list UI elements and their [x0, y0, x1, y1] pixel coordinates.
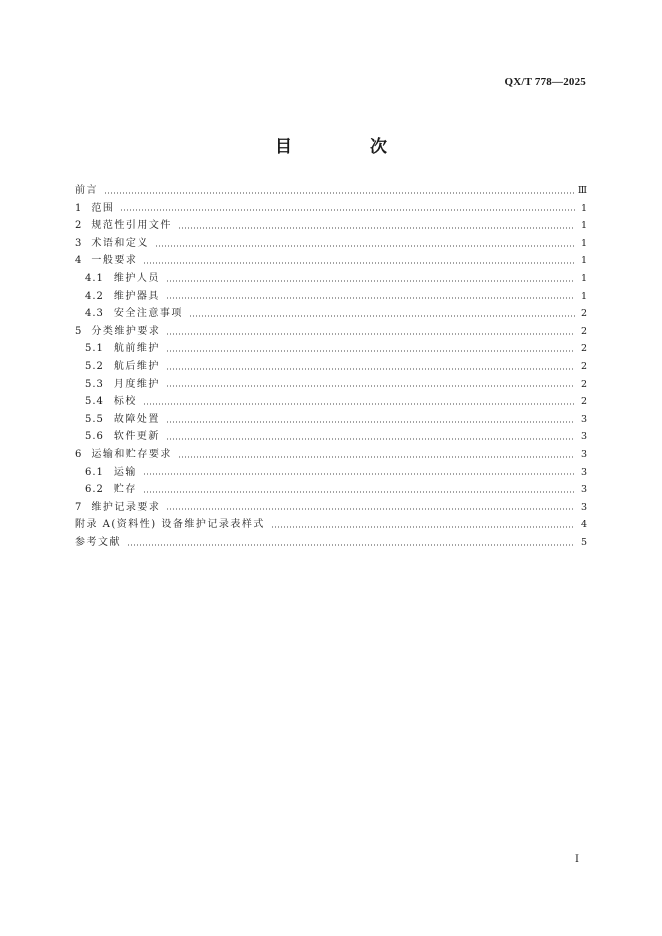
- toc-entry[interactable]: [75, 463, 587, 481]
- toc-entry[interactable]: [75, 427, 587, 445]
- toc-entry-number: 6: [75, 448, 83, 460]
- toc-entry-title: 一般要求: [91, 255, 138, 267]
- toc-entry-page: 1: [580, 272, 587, 284]
- toc-entry-title: 范围: [91, 202, 115, 214]
- toc-entry-title: 术语和定义: [91, 237, 149, 249]
- dot-leader: [166, 297, 575, 299]
- toc-entry-number: 5.1: [85, 343, 104, 355]
- toc-entry-title: 软件更新: [113, 431, 160, 443]
- toc-entry[interactable]: [75, 515, 587, 533]
- toc-entry-number: 4: [75, 255, 83, 267]
- toc-entry-title: 月度维护: [113, 378, 160, 390]
- toc-entry-number: 4.1: [85, 272, 104, 284]
- dot-leader: [104, 192, 574, 194]
- toc-entry[interactable]: [75, 269, 587, 287]
- toc-entry-number: 4.2: [85, 290, 104, 302]
- toc-entry[interactable]: [75, 410, 587, 428]
- dot-leader: [189, 315, 575, 317]
- dot-leader: [271, 526, 575, 528]
- toc-entry-number: 5.4: [85, 396, 104, 408]
- toc-entry-title: 标校: [113, 396, 137, 408]
- toc-entry[interactable]: [75, 480, 587, 498]
- toc-entry[interactable]: [75, 533, 587, 551]
- toc-entry[interactable]: [75, 339, 587, 357]
- toc-entry[interactable]: [75, 199, 587, 217]
- toc-entry-page: 3: [580, 431, 587, 443]
- toc-entry-title: 前言: [75, 185, 98, 196]
- dot-leader: [166, 350, 575, 352]
- toc-entry-page: 2: [580, 308, 587, 320]
- dot-leader: [166, 438, 575, 440]
- toc-entry-page: 3: [580, 501, 587, 513]
- toc-entry-number: 1: [75, 202, 83, 214]
- dot-leader: [178, 456, 575, 458]
- toc-entry[interactable]: [75, 251, 587, 269]
- toc-entry-number: 6.1: [85, 466, 104, 478]
- toc-entry-title: 故障处置: [113, 413, 160, 425]
- toc-entry-number: 5.3: [85, 378, 104, 390]
- toc-entry-page: 3: [580, 484, 587, 496]
- toc-entry-title: 规范性引用文件: [91, 220, 172, 232]
- dot-leader: [166, 385, 575, 387]
- toc-entry[interactable]: [75, 375, 587, 393]
- toc-entry[interactable]: [75, 216, 587, 234]
- dot-leader: [166, 508, 575, 510]
- dot-leader: [127, 544, 575, 546]
- toc-entry[interactable]: [75, 304, 587, 322]
- toc-entry-title: 航后维护: [113, 360, 160, 372]
- toc-entry-title: 分类维护要求: [91, 325, 161, 337]
- dot-leader: [166, 280, 575, 282]
- toc-entry[interactable]: [75, 498, 587, 516]
- toc-entry-page: 1: [580, 255, 587, 267]
- toc-entry-number: 7: [75, 501, 83, 513]
- dot-leader: [143, 491, 575, 493]
- toc-entry-page: 4: [580, 519, 587, 531]
- toc-entry-number: 6.2: [85, 484, 104, 496]
- dot-leader: [143, 403, 575, 405]
- toc-entry-page: 2: [580, 378, 587, 390]
- dot-leader: [166, 421, 575, 423]
- toc-entry[interactable]: [75, 234, 587, 252]
- toc-entry-title: 维护记录要求: [91, 501, 161, 513]
- toc-entry-number: 4.3: [85, 308, 104, 320]
- table-of-contents: [75, 181, 587, 550]
- toc-entry-page: 5: [580, 536, 587, 548]
- toc-entry-number: 5.5: [85, 413, 104, 425]
- dot-leader: [166, 333, 575, 335]
- toc-entry-number: 3: [75, 237, 83, 249]
- toc-entry-page: Ⅲ: [577, 185, 587, 196]
- toc-entry-number: 5: [75, 325, 83, 337]
- page-number: Ⅰ: [575, 854, 579, 865]
- toc-entry-title: 航前维护: [113, 343, 160, 355]
- toc-entry[interactable]: [75, 445, 587, 463]
- dot-leader: [166, 368, 575, 370]
- toc-entry[interactable]: [75, 357, 587, 375]
- dot-leader: [120, 209, 575, 211]
- toc-entry-page: 1: [580, 290, 587, 302]
- toc-entry-page: 2: [580, 360, 587, 372]
- toc-entry-title: 维护器具: [113, 290, 160, 302]
- toc-entry-page: 3: [580, 448, 587, 460]
- toc-entry-title: 维护人员: [113, 272, 160, 284]
- toc-entry-title: 运输: [113, 466, 137, 478]
- toc-entry-title: 贮存: [113, 484, 137, 496]
- standard-code: QX/T 778—2025: [504, 76, 586, 88]
- toc-entry-page: 1: [580, 237, 587, 249]
- toc-entry-page: 1: [580, 220, 587, 232]
- toc-title: 目 次: [275, 137, 423, 157]
- toc-entry-title: 运输和贮存要求: [91, 448, 172, 460]
- toc-entry[interactable]: [75, 392, 587, 410]
- toc-entry[interactable]: [75, 322, 587, 340]
- toc-entry-page: 2: [580, 396, 587, 408]
- toc-entry-number: 5.2: [85, 360, 104, 372]
- toc-entry-page: 2: [580, 343, 587, 355]
- toc-entry-page: 3: [580, 466, 587, 478]
- dot-leader: [178, 227, 575, 229]
- dot-leader: [143, 262, 575, 264]
- dot-leader: [155, 245, 575, 247]
- toc-entry-page: 2: [580, 325, 587, 337]
- toc-entry-title: 安全注意事项: [113, 308, 183, 320]
- toc-entry-title: 参考文献: [75, 536, 121, 548]
- toc-entry[interactable]: [75, 287, 587, 305]
- toc-entry-page: 1: [580, 202, 587, 214]
- toc-entry-number: 5.6: [85, 431, 104, 443]
- toc-entry-title: 附录 A(资料性) 设备维护记录表样式: [75, 519, 265, 531]
- toc-entry[interactable]: [75, 181, 587, 199]
- dot-leader: [143, 473, 575, 475]
- toc-entry-page: 3: [580, 413, 587, 425]
- toc-entry-number: 2: [75, 220, 83, 232]
